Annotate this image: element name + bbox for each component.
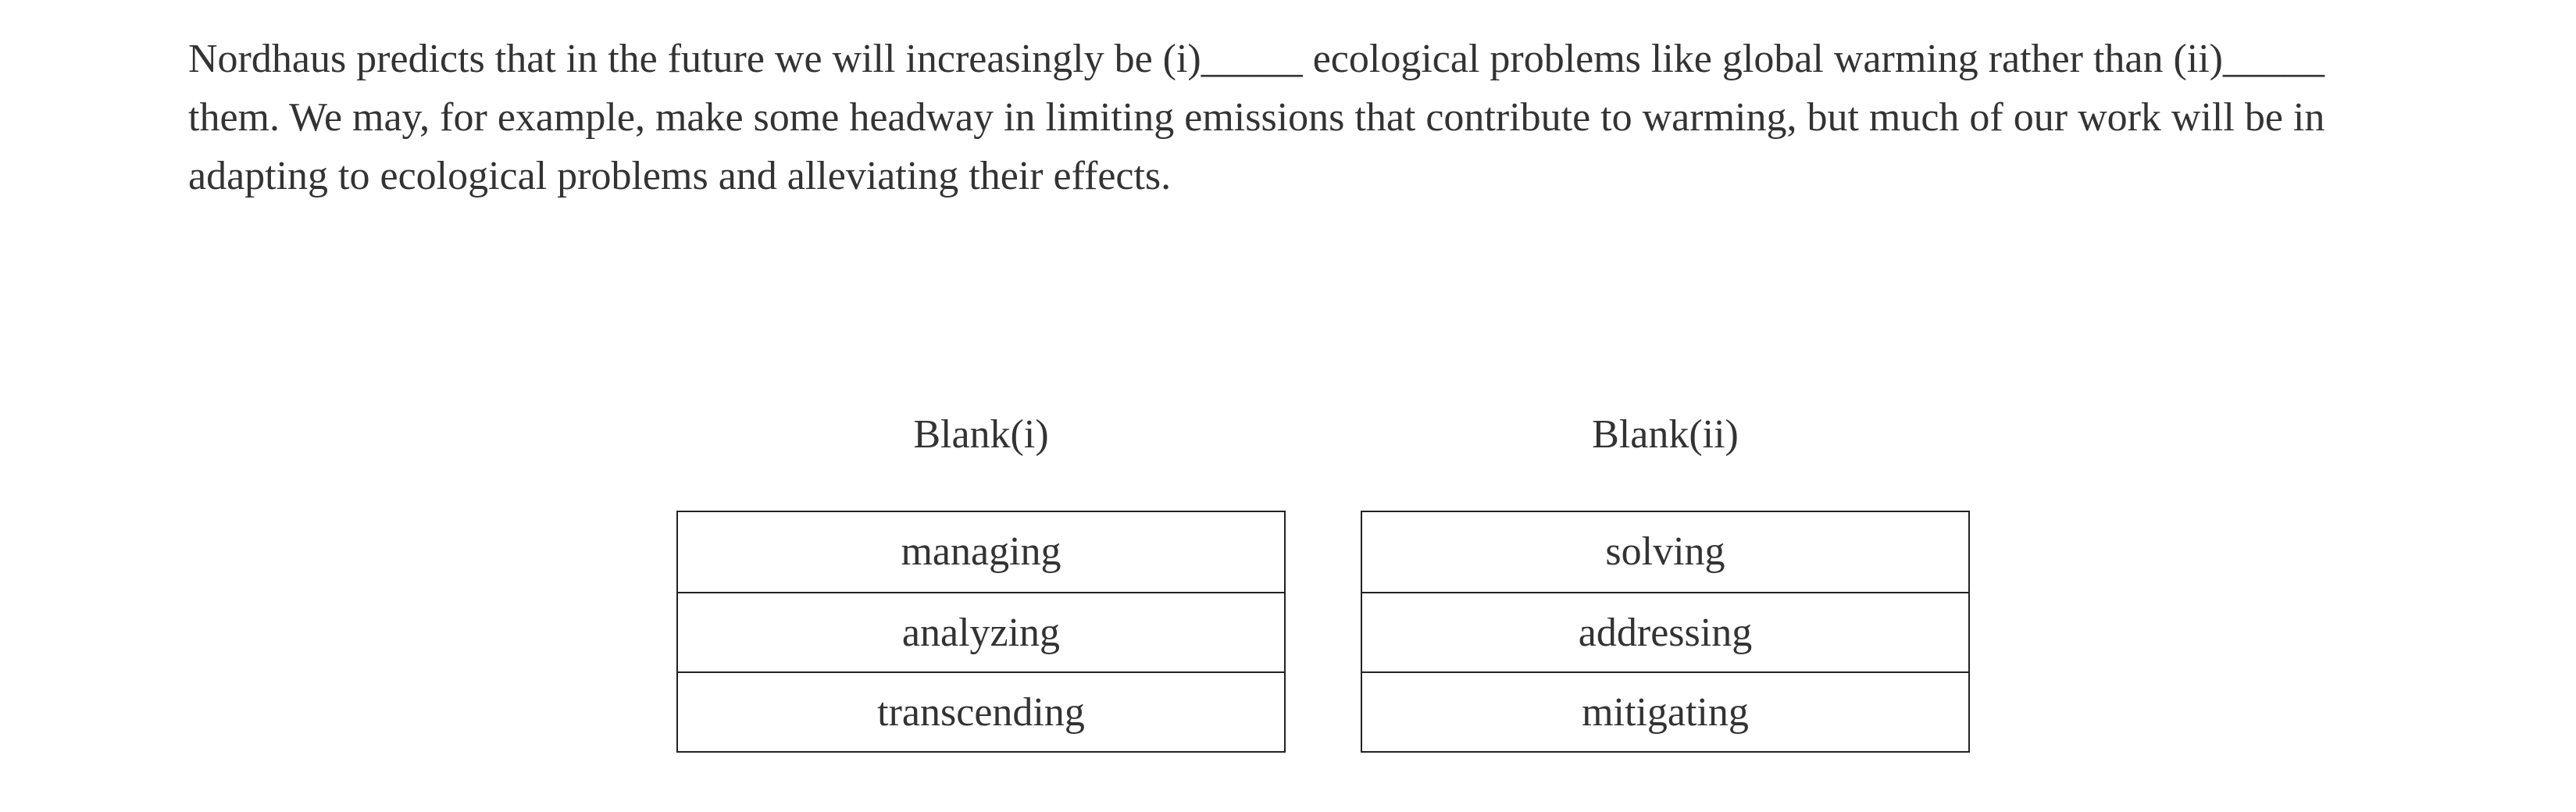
blank-ii-option[interactable]: solving	[1605, 529, 1725, 574]
blank-ii-header: Blank(ii)	[1592, 412, 1739, 457]
blank-ii-options	[1361, 511, 1970, 753]
blank-ii-option[interactable]: mitigating	[1362, 671, 1968, 751]
blank-i-header: Blank(i)	[913, 412, 1049, 457]
blank-i-option[interactable]: analyzing	[678, 592, 1284, 671]
blank-i-option[interactable]: managing	[901, 529, 1061, 574]
question-text: Nordhaus predicts that in the future we will increasingly be (i)_____ ecological problems like global warming rather than (ii)_____ them. We may, for example, make some headway in limiting emissions that contribute to warming, but much of our work will be in adapting to ecological problems and alleviating their effects.	[188, 37, 2325, 198]
blank-i-options	[676, 511, 1286, 753]
blank-i-option[interactable]: transcending	[678, 671, 1284, 751]
blank-ii-option[interactable]: addressing	[1362, 592, 1968, 671]
blank-i-column	[676, 408, 1286, 753]
blank-ii-column	[1361, 408, 1970, 753]
